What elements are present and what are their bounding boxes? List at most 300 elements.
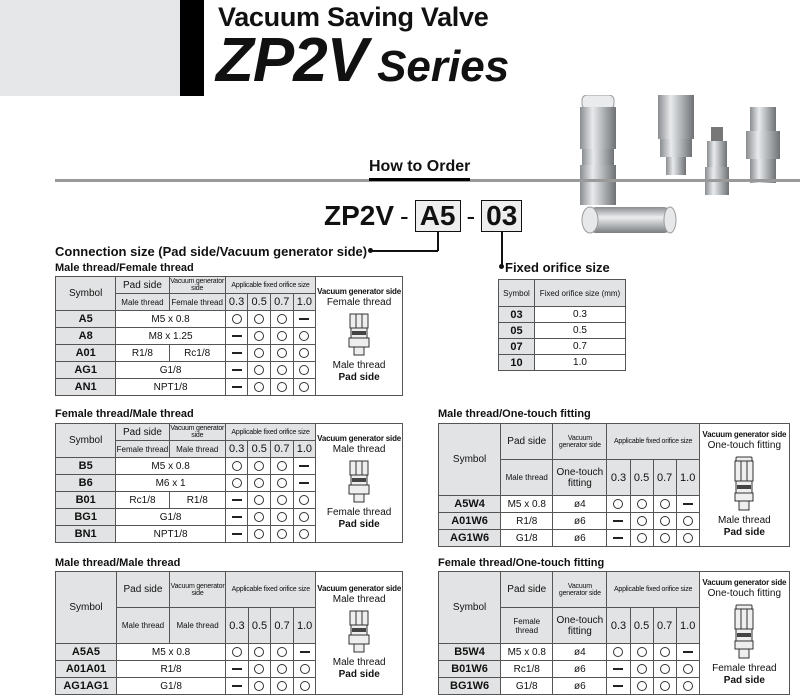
available-mark-icon (683, 681, 693, 691)
row-orifice-mark (630, 661, 653, 678)
illus-vacuum-side-label: Vacuum generator side (702, 578, 787, 588)
code-separator: - (466, 200, 476, 231)
available-mark-icon (637, 499, 647, 509)
section-title-female-onetouch: Female thread/One-touch fitting (438, 557, 605, 569)
row-orifice-mark (248, 362, 271, 379)
row-orifice-mark (293, 458, 316, 475)
available-mark-icon (277, 331, 287, 341)
orifice-symbol: 03 (499, 307, 535, 323)
row-orifice-mark (630, 513, 653, 530)
model-name: ZP2V (216, 26, 368, 95)
available-mark-icon (232, 461, 242, 471)
illus-pad-side-label: Pad side (338, 519, 380, 531)
illus-bottom-label: Male thread (717, 514, 771, 526)
row-vacuum-size: ø4 (553, 644, 607, 661)
available-mark-icon (660, 533, 670, 543)
row-orifice-mark (630, 678, 653, 695)
unavailable-mark-icon (232, 516, 242, 518)
male-male-table (55, 571, 403, 695)
available-mark-icon (299, 382, 309, 392)
available-mark-icon (277, 365, 287, 375)
section-title-male-male: Male thread/Male thread (55, 557, 181, 569)
section-title-male-female: Male thread/Female thread (55, 262, 194, 274)
header-orifice-size: 0.5 (248, 608, 271, 644)
row-orifice-mark (225, 311, 248, 328)
header-orifice-size: 0.5 (630, 460, 653, 496)
orifice-symbol: 05 (499, 323, 535, 339)
available-mark-icon (232, 647, 242, 657)
row-orifice-mark (607, 496, 630, 513)
available-mark-icon (683, 516, 693, 526)
header-vacuum-type: One-touch fitting (553, 608, 607, 644)
row-symbol: A01 (56, 345, 116, 362)
row-connection-size: G1/8 (116, 678, 225, 695)
available-mark-icon (660, 647, 670, 657)
unavailable-mark-icon (232, 499, 242, 501)
unavailable-mark-icon (299, 482, 309, 484)
row-vacuum-size: ø6 (553, 513, 607, 530)
illus-vacuum-side-label: Vacuum generator side (317, 434, 402, 444)
available-mark-icon (277, 512, 287, 522)
row-orifice-mark (293, 379, 316, 396)
row-orifice-mark (248, 526, 271, 543)
illus-bottom-label: Male thread (332, 656, 386, 668)
header-applicable-orifice: Applicable fixed orifice size (607, 424, 699, 460)
row-orifice-mark (226, 644, 249, 661)
available-mark-icon (254, 382, 264, 392)
available-mark-icon (660, 664, 670, 674)
row-orifice-mark (676, 530, 699, 547)
row-orifice-mark (270, 345, 293, 362)
illus-vacuum-side-label: Vacuum generator side (317, 287, 401, 297)
available-mark-icon (254, 314, 264, 324)
available-mark-icon (660, 499, 670, 509)
row-orifice-mark (271, 458, 294, 475)
header-pad-type: Female thread (501, 608, 553, 644)
row-orifice-mark (607, 530, 630, 547)
row-orifice-mark (225, 492, 248, 509)
row-orifice-mark (226, 661, 249, 678)
row-connection-size: M5 x 0.8 (116, 458, 226, 475)
header-vacuum-generator-side: Vacuum generator side (170, 425, 225, 439)
code-separator: - (400, 200, 409, 231)
available-mark-icon (277, 348, 287, 358)
row-pad-size: R1/8 (501, 513, 553, 530)
row-orifice-mark (271, 509, 294, 526)
row-symbol: AG1W6 (439, 530, 501, 547)
row-connection-size: M8 x 1.25 (116, 328, 225, 345)
header-orifice-size: 0.3 (225, 294, 248, 311)
row-orifice-mark (607, 644, 630, 661)
row-connection-size: M5 x 0.8 (116, 644, 225, 661)
row-orifice-mark (270, 379, 293, 396)
available-mark-icon (299, 529, 309, 539)
available-mark-icon (254, 478, 264, 488)
header-vacuum-type: Male thread (169, 608, 225, 644)
header-pad-side: Pad side (116, 572, 169, 608)
row-orifice-mark (293, 678, 316, 695)
row-orifice-mark (293, 475, 316, 492)
header-orifice-size: 0.7 (271, 608, 294, 644)
row-orifice-mark (225, 526, 248, 543)
how-to-order-heading: How to Order (369, 157, 470, 181)
header-symbol: Symbol (56, 424, 116, 458)
header-orifice-size: 0.7 (271, 441, 294, 458)
header-orifice-size: 0.5 (248, 441, 271, 458)
fitting-illustration (316, 572, 403, 695)
unavailable-mark-icon (232, 685, 242, 687)
row-connection-size: M5 x 0.8 (116, 311, 225, 328)
header-vacuum-generator-side: Vacuum generator side (170, 278, 225, 292)
series-label: Series (377, 42, 510, 91)
row-orifice-mark (293, 328, 316, 345)
row-orifice-mark (293, 345, 316, 362)
header-fixed-size: Fixed orifice size (mm) (535, 280, 626, 307)
row-orifice-mark (225, 362, 248, 379)
code-prefix: ZP2V (324, 200, 395, 231)
available-mark-icon (254, 512, 264, 522)
available-mark-icon (254, 331, 264, 341)
row-symbol: B5 (56, 458, 116, 475)
header-orifice-size: 0.7 (653, 608, 676, 644)
available-mark-icon (277, 382, 287, 392)
illus-top-label: One-touch fitting (707, 588, 782, 600)
available-mark-icon (637, 516, 647, 526)
available-mark-icon (254, 529, 264, 539)
row-symbol: B01W6 (439, 661, 501, 678)
unavailable-mark-icon (613, 537, 623, 539)
header-orifice-size: 1.0 (293, 608, 316, 644)
row-orifice-mark (271, 475, 294, 492)
header-vacuum-generator-side: Vacuum generator side (553, 424, 607, 460)
row-orifice-mark (248, 475, 271, 492)
row-symbol: A01A01 (56, 661, 117, 678)
illus-bottom-label: Female thread (712, 662, 777, 674)
row-orifice-mark (653, 530, 676, 547)
illus-vacuum-side-label: Vacuum generator side (317, 584, 402, 594)
row-symbol: B01 (56, 492, 116, 509)
header-pad-side: Pad side (501, 572, 553, 608)
header-vacuum-type: One-touch fitting (553, 460, 607, 496)
fitting-illustration (316, 277, 403, 396)
unavailable-mark-icon (232, 668, 242, 670)
row-orifice-mark (653, 496, 676, 513)
unavailable-mark-icon (232, 386, 242, 388)
row-orifice-mark (248, 492, 271, 509)
row-orifice-mark (676, 644, 699, 661)
row-symbol: AG1AG1 (56, 678, 117, 695)
title-band (0, 0, 180, 96)
section-title-male-onetouch: Male thread/One-touch fitting (438, 408, 591, 420)
available-mark-icon (277, 478, 287, 488)
title-accent-bar (180, 0, 204, 96)
model-code (324, 200, 522, 232)
available-mark-icon (277, 461, 287, 471)
available-mark-icon (299, 365, 309, 375)
available-mark-icon (683, 533, 693, 543)
row-pad-size: M5 x 0.8 (501, 644, 553, 661)
row-orifice-mark (271, 678, 294, 695)
orifice-size: 0.7 (535, 339, 626, 355)
fitting-illustration-icon (347, 460, 371, 504)
row-vacuum-size: ø6 (553, 678, 607, 695)
row-symbol: A5A5 (56, 644, 117, 661)
row-orifice-mark (248, 644, 271, 661)
available-mark-icon (277, 314, 287, 324)
row-orifice-mark (225, 509, 248, 526)
row-orifice-mark (630, 530, 653, 547)
available-mark-icon (637, 664, 647, 674)
available-mark-icon (299, 348, 309, 358)
row-pad-size: Rc1/8 (116, 492, 169, 509)
leader-dot (368, 248, 373, 253)
header-pad-type: Male thread (116, 608, 169, 644)
orifice-symbol: 10 (499, 355, 535, 371)
header-orifice-size: 0.7 (653, 460, 676, 496)
row-connection-size: NPT1/8 (116, 379, 225, 396)
orifice-size: 0.5 (535, 323, 626, 339)
header-pad-side: Pad side (116, 277, 169, 294)
illus-bottom-label: Male thread (332, 359, 386, 371)
orifice-size: 1.0 (535, 355, 626, 371)
orifice-symbol: 07 (499, 339, 535, 355)
unavailable-mark-icon (232, 533, 242, 535)
row-orifice-mark (270, 311, 293, 328)
row-orifice-mark (225, 379, 248, 396)
row-orifice-mark (293, 362, 316, 379)
row-orifice-mark (293, 509, 316, 526)
row-orifice-mark (676, 678, 699, 695)
row-symbol: AN1 (56, 379, 116, 396)
header-vacuum-type: Female thread (169, 294, 225, 311)
row-orifice-mark (271, 492, 294, 509)
product-title (216, 26, 510, 95)
header-pad-side: Pad side (116, 424, 169, 441)
fitting-illustration-icon (347, 610, 371, 654)
row-vacuum-size: ø6 (553, 530, 607, 547)
available-mark-icon (660, 681, 670, 691)
header-orifice-size: 1.0 (676, 460, 699, 496)
row-symbol: B5W4 (439, 644, 501, 661)
header-pad-type: Male thread (501, 460, 553, 496)
header-vacuum-generator-side: Vacuum generator side (169, 572, 225, 608)
row-symbol: A8 (56, 328, 116, 345)
unavailable-mark-icon (232, 369, 242, 371)
available-mark-icon (254, 365, 264, 375)
row-orifice-mark (248, 458, 271, 475)
illus-pad-side-label: Pad side (338, 669, 380, 681)
row-orifice-mark (676, 513, 699, 530)
header-applicable-orifice: Applicable fixed orifice size (226, 572, 316, 608)
row-connection-size: NPT1/8 (116, 526, 226, 543)
fixed-orifice-label: Fixed orifice size (505, 260, 610, 275)
header-symbol: Symbol (499, 280, 535, 307)
row-vacuum-size: ø4 (553, 496, 607, 513)
row-orifice-mark (293, 311, 316, 328)
row-orifice-mark (293, 661, 316, 678)
header-orifice-size: 1.0 (293, 441, 316, 458)
unavailable-mark-icon (613, 685, 623, 687)
available-mark-icon (254, 681, 264, 691)
illus-pad-side-label: Pad side (723, 675, 765, 687)
female-male-table (55, 423, 403, 543)
header-orifice-size: 1.0 (293, 294, 316, 311)
fitting-illustration (316, 424, 403, 543)
row-pad-size: R1/8 (116, 345, 169, 362)
available-mark-icon (277, 664, 287, 674)
header-orifice-size: 0.3 (225, 441, 248, 458)
available-mark-icon (613, 499, 623, 509)
row-orifice-mark (676, 661, 699, 678)
available-mark-icon (300, 681, 310, 691)
leader-line (501, 232, 503, 266)
illus-bottom-label: Female thread (326, 506, 392, 518)
available-mark-icon (232, 314, 242, 324)
unavailable-mark-icon (299, 465, 309, 467)
row-symbol: B6 (56, 475, 116, 492)
row-orifice-mark (225, 475, 248, 492)
fixed-orifice-table (498, 279, 626, 371)
available-mark-icon (637, 681, 647, 691)
row-vacuum-size: ø6 (553, 661, 607, 678)
header-orifice-size: 0.5 (630, 608, 653, 644)
row-orifice-mark (225, 328, 248, 345)
available-mark-icon (299, 495, 309, 505)
row-orifice-mark (248, 678, 271, 695)
available-mark-icon (300, 664, 310, 674)
row-orifice-mark (270, 362, 293, 379)
female-onetouch-table (438, 571, 790, 695)
row-symbol: A01W6 (439, 513, 501, 530)
available-mark-icon (637, 647, 647, 657)
row-orifice-mark (653, 661, 676, 678)
row-symbol: BG1 (56, 509, 116, 526)
header-pad-type: Male thread (116, 294, 169, 311)
row-symbol: BG1W6 (439, 678, 501, 695)
header-applicable-orifice: Applicable fixed orifice size (225, 424, 315, 441)
row-orifice-mark (271, 661, 294, 678)
available-mark-icon (254, 495, 264, 505)
illus-top-label: Female thread (326, 297, 392, 309)
header-vacuum-type: Male thread (169, 441, 225, 458)
row-vacuum-size: Rc1/8 (169, 345, 225, 362)
row-orifice-mark (248, 661, 271, 678)
leader-dot (499, 264, 504, 269)
unavailable-mark-icon (232, 352, 242, 354)
row-pad-size: G1/8 (501, 678, 553, 695)
row-orifice-mark (607, 513, 630, 530)
unavailable-mark-icon (299, 318, 309, 320)
connection-size-label: Connection size (Pad side/Vacuum generator side) (55, 244, 368, 259)
header-pad-side: Pad side (501, 424, 553, 460)
illus-pad-side-label: Pad side (723, 527, 765, 539)
code-orifice-box: 03 (481, 200, 522, 232)
available-mark-icon (637, 533, 647, 543)
row-orifice-mark (225, 458, 248, 475)
row-orifice-mark (293, 492, 316, 509)
available-mark-icon (277, 529, 287, 539)
row-orifice-mark (293, 644, 316, 661)
fitting-illustration-icon (733, 604, 755, 660)
available-mark-icon (254, 647, 264, 657)
header-symbol: Symbol (439, 424, 501, 496)
row-orifice-mark (271, 526, 294, 543)
header-orifice-size: 0.7 (270, 294, 293, 311)
row-pad-size: Rc1/8 (501, 661, 553, 678)
available-mark-icon (683, 664, 693, 674)
row-orifice-mark (653, 678, 676, 695)
row-orifice-mark (653, 513, 676, 530)
illus-pad-side-label: Pad side (338, 372, 380, 384)
code-connection-box: A5 (415, 200, 461, 232)
male-onetouch-table (438, 423, 790, 547)
row-orifice-mark (271, 644, 294, 661)
row-symbol: A5 (56, 311, 116, 328)
row-orifice-mark (630, 496, 653, 513)
row-symbol: BN1 (56, 526, 116, 543)
available-mark-icon (277, 681, 287, 691)
row-connection-size: R1/8 (116, 661, 225, 678)
row-vacuum-size: R1/8 (169, 492, 225, 509)
header-pad-type: Female thread (116, 441, 169, 458)
available-mark-icon (660, 516, 670, 526)
row-orifice-mark (270, 328, 293, 345)
header-applicable-orifice: Applicable fixed orifice size (607, 572, 699, 608)
available-mark-icon (232, 478, 242, 488)
header-orifice-size: 1.0 (676, 608, 699, 644)
available-mark-icon (299, 512, 309, 522)
row-connection-size: G1/8 (116, 509, 226, 526)
unavailable-mark-icon (683, 503, 693, 505)
header-orifice-size: 0.3 (607, 460, 630, 496)
available-mark-icon (254, 461, 264, 471)
header-symbol: Symbol (439, 572, 501, 644)
row-symbol: AG1 (56, 362, 116, 379)
row-orifice-mark (226, 678, 249, 695)
unavailable-mark-icon (613, 520, 623, 522)
available-mark-icon (299, 331, 309, 341)
unavailable-mark-icon (683, 651, 693, 653)
product-subtitle: Vacuum Saving Valve (218, 2, 489, 32)
section-title-female-male: Female thread/Male thread (55, 408, 194, 420)
fitting-illustration-icon (733, 456, 755, 512)
orifice-size: 0.3 (535, 307, 626, 323)
illus-top-label: One-touch fitting (707, 440, 782, 452)
header-vacuum-generator-side: Vacuum generator side (553, 572, 607, 608)
available-mark-icon (277, 647, 287, 657)
unavailable-mark-icon (613, 668, 623, 670)
unavailable-mark-icon (232, 335, 242, 337)
available-mark-icon (254, 348, 264, 358)
row-orifice-mark (248, 311, 271, 328)
row-orifice-mark (293, 526, 316, 543)
fitting-illustration (699, 424, 789, 547)
row-orifice-mark (248, 379, 271, 396)
row-pad-size: G1/8 (501, 530, 553, 547)
header-symbol: Symbol (56, 572, 117, 644)
row-orifice-mark (248, 509, 271, 526)
row-orifice-mark (653, 644, 676, 661)
available-mark-icon (613, 647, 623, 657)
fitting-illustration (699, 572, 789, 695)
row-orifice-mark (225, 345, 248, 362)
leader-line (437, 232, 439, 251)
row-orifice-mark (607, 678, 630, 695)
row-connection-size: G1/8 (116, 362, 225, 379)
row-orifice-mark (248, 328, 271, 345)
leader-line (372, 250, 438, 252)
row-symbol: A5W4 (439, 496, 501, 513)
